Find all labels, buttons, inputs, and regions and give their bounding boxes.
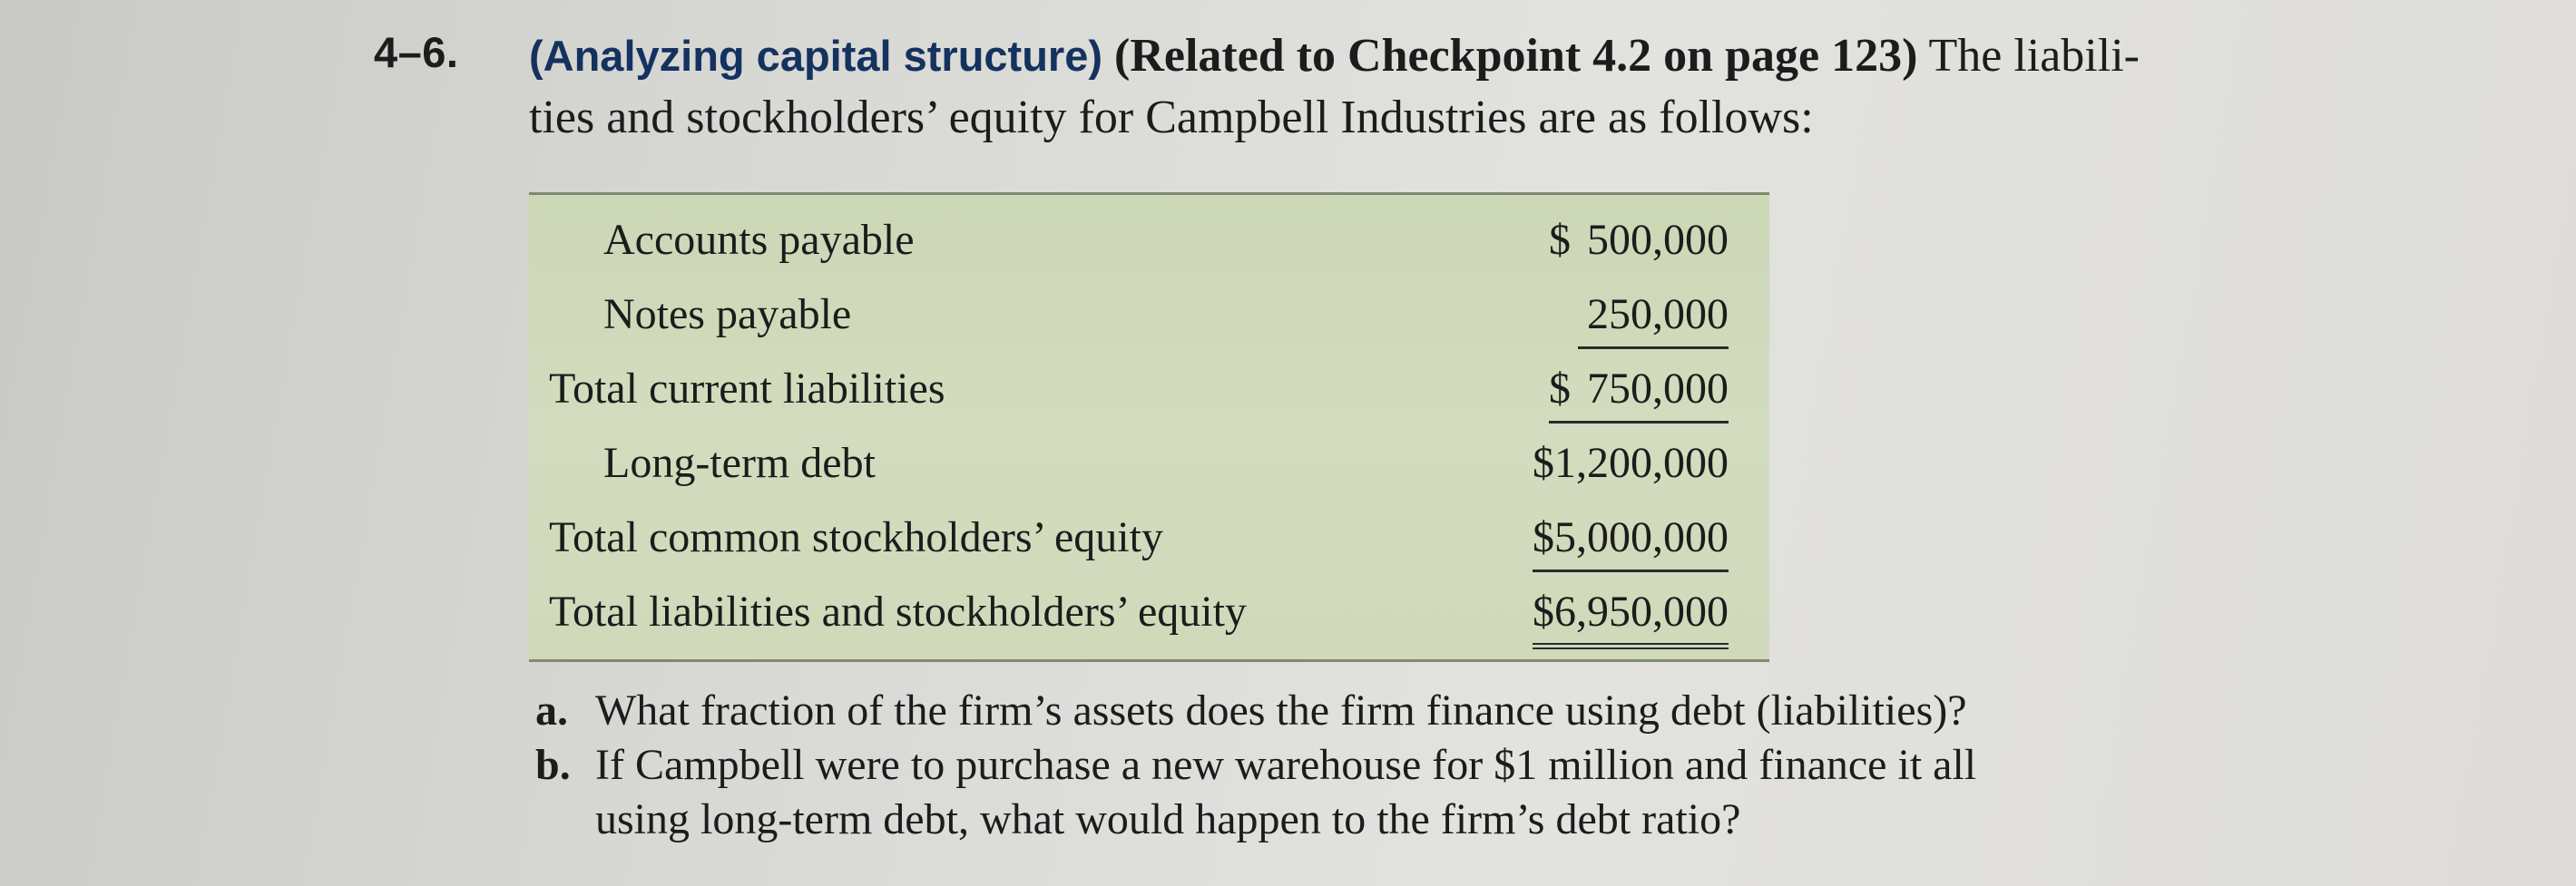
table-row-long-term-debt bbox=[529, 427, 1769, 500]
question-text: What fraction of the firm’s assets does the firm finance using debt (liabilities)? bbox=[595, 686, 1967, 735]
amount-value: $6,950,000 bbox=[1533, 581, 1729, 649]
table-row-total-liabilities-equity bbox=[529, 576, 1769, 648]
row-label: Total common stockholders’ equity bbox=[549, 513, 1163, 561]
amount-underlined bbox=[1549, 357, 1729, 424]
question-list bbox=[535, 684, 1976, 847]
row-amount bbox=[1533, 501, 1729, 574]
dollar-sign: $ bbox=[1549, 365, 1571, 413]
intro-text-2: ties and stockholders’ equity for Campbell Industries are as follows: bbox=[529, 92, 1814, 143]
row-amount bbox=[1549, 353, 1729, 425]
amount-value: 250,000 bbox=[1578, 283, 1729, 349]
amount-value: 750,000 bbox=[1587, 365, 1729, 413]
question-a bbox=[535, 684, 1976, 738]
row-label: Total liabilities and stockholders’ equity bbox=[549, 588, 1247, 636]
question-text-continued: using long-term debt, what would happen to the firm’s debt ratio? bbox=[595, 795, 1741, 843]
row-label: Accounts payable bbox=[603, 216, 915, 264]
row-amount: $1,200,000 bbox=[1533, 439, 1729, 487]
dollar-sign: $ bbox=[1549, 216, 1571, 264]
question-letter: b. bbox=[535, 741, 571, 789]
row-amount bbox=[1578, 278, 1729, 351]
question-letter: a. bbox=[535, 686, 568, 735]
table-row-total-current-liabilities bbox=[529, 353, 1769, 425]
problem-statement bbox=[529, 25, 2453, 149]
question-text: If Campbell were to purchase a new warehouse for $1 million and finance it all bbox=[595, 741, 1977, 789]
table-row-notes-payable bbox=[529, 278, 1769, 351]
statement-line-1 bbox=[529, 25, 2453, 87]
statement-line-2 bbox=[529, 87, 2453, 149]
amount-value: 500,000 bbox=[1587, 216, 1729, 264]
row-label: Long-term debt bbox=[603, 439, 876, 487]
question-b bbox=[535, 738, 1976, 847]
intro-text-1: The liabili- bbox=[1928, 30, 2140, 82]
row-label: Notes payable bbox=[603, 290, 852, 338]
checkpoint-reference: (Related to Checkpoint 4.2 on page 123) bbox=[1114, 30, 1918, 82]
table-row-accounts-payable bbox=[529, 204, 1769, 277]
balance-sheet-table bbox=[529, 192, 1769, 662]
row-amount bbox=[1549, 204, 1729, 277]
table-row-total-equity bbox=[529, 501, 1769, 574]
row-amount bbox=[1533, 576, 1729, 649]
problem-number: 4–6. bbox=[374, 28, 459, 76]
amount-value: $5,000,000 bbox=[1533, 506, 1729, 572]
row-label: Total current liabilities bbox=[549, 365, 945, 413]
problem-topic: (Analyzing capital structure) bbox=[529, 32, 1102, 80]
